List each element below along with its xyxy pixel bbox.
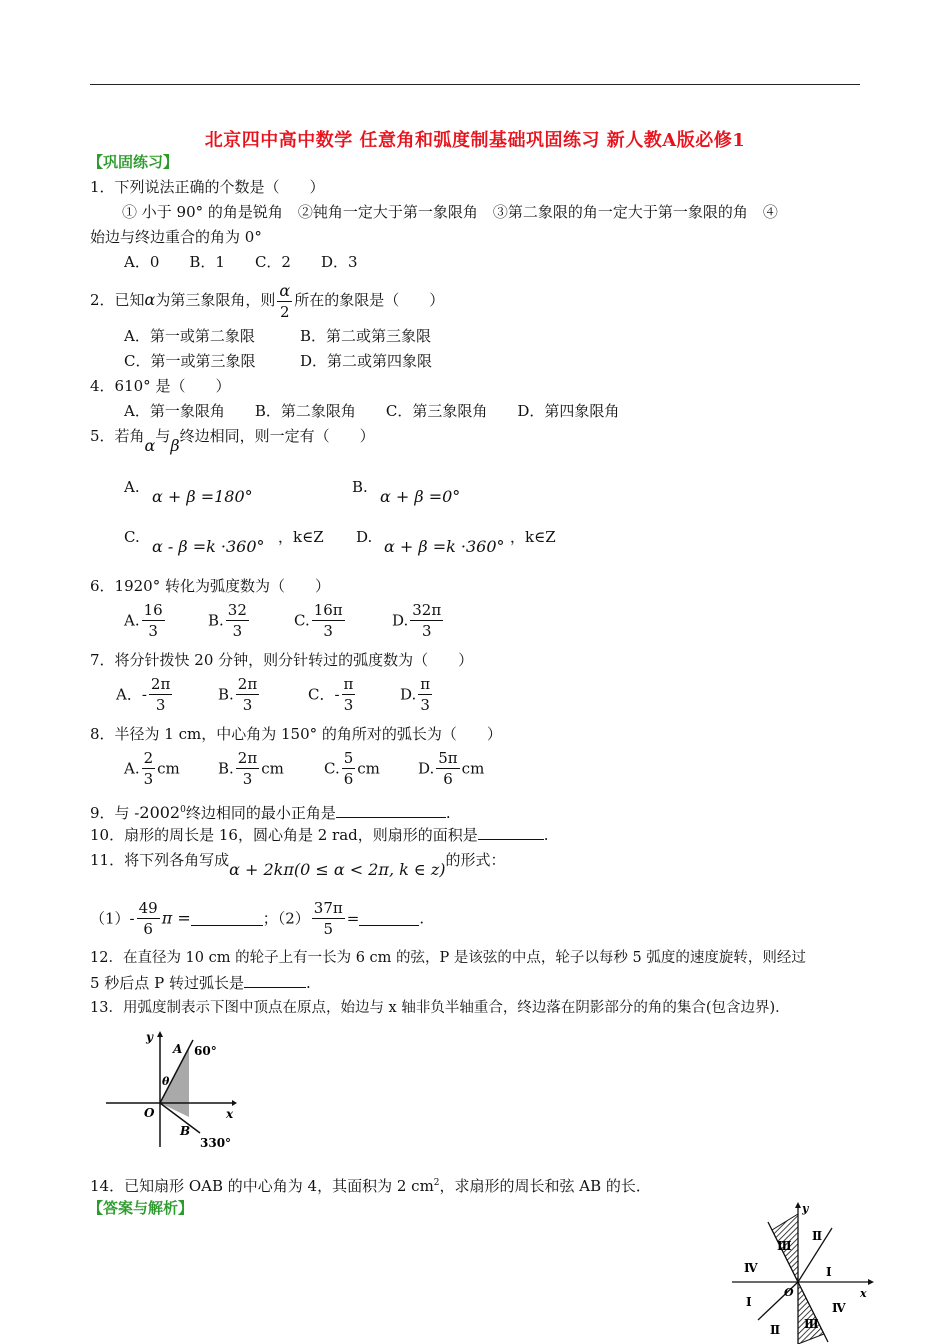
ans-y-axis-arrow [795,1202,801,1208]
q11-end: . [419,909,425,928]
q7-a-num: 2π [150,675,171,693]
ans-label-q1-right: Ⅰ [826,1265,832,1279]
q2-option-b: B．第二或第三象限 [300,327,432,345]
q6-stem: 6．1920° 转化为弧度数为（ ） [90,577,330,595]
q8-stem: 8．半径为 1 cm，中心角为 150° 的角所对的弧长为（ ） [90,725,502,743]
q7-stem: 7．将分针拨快 20 分钟，则分针转过的弧度数为（ ） [90,651,474,669]
q14 [90,1173,651,1196]
q11-p1-fraction [137,898,160,939]
q11-p1-tail: π = [161,908,191,928]
q10-answer-blank[interactable] [478,825,544,840]
q8-c-label: C. [324,759,340,778]
q8-a-label: A. [124,759,140,778]
q14-post: ，求扇形的周长和弦 AB 的长． [439,1177,651,1195]
q5-pre: 5．若角 [90,427,145,445]
q12-end: . [305,974,311,992]
q7-d-fraction [418,674,432,715]
q8-d-unit: cm [461,759,485,778]
q6-d-num: 32π [412,601,442,619]
fig13-b-label: B [180,1124,191,1138]
q5-b-label: B. [352,478,368,496]
q5-a-expr: α + β =180° [152,487,253,506]
q10 [90,825,549,845]
q4-stem: 4．610° 是（ ） [90,377,231,395]
q11-p2-fraction [312,898,345,939]
q10-end: . [543,826,549,844]
q8-option-d [418,748,484,789]
ans-y-label: y [802,1202,809,1215]
q11-parts [90,898,424,939]
q11-p2-num: 37π [313,899,343,917]
q11-p2-den: 5 [323,920,334,938]
q7-option-c [308,674,357,715]
q7-c-label: C．- [308,685,340,704]
q7-c-fraction [342,674,356,715]
q5-d-expr: α + β =k ·360° [384,537,505,556]
fig13-60-label: 60° [194,1044,217,1058]
q12-line2-text: 5 秒后点 P 转过弧长是 [90,974,244,992]
q8-d-num: 5π [438,749,458,767]
q8-d-label: D. [418,759,435,778]
q2-stem [90,280,444,322]
q8-option-c [324,748,380,789]
q6-option-b [208,600,251,641]
q11-p1-answer-blank[interactable] [191,911,263,926]
q7-d-num: π [420,675,431,693]
q6-c-fraction [312,600,345,641]
q8-a-fraction [142,748,156,789]
ans-label-q2-lower: Ⅱ [770,1323,781,1337]
q8-c-unit: cm [357,759,380,778]
section-answer: 【答案与解析】 [88,1199,194,1217]
q7-b-den: 3 [242,696,253,714]
q5-post: 终边相同，则一定有（ ） [179,427,375,445]
q11-p2-answer-blank[interactable] [359,911,419,926]
q6-option-a [124,600,167,641]
q6-d-label: D. [392,611,409,630]
q7-option-b [218,674,261,715]
x-axis-arrow [232,1100,237,1106]
q8-c-num: 5 [343,749,354,767]
q11-expr: α + 2kπ(0 ≤ α < 2π, k ∈ z) [229,860,446,879]
page-title: 北京四中高中数学 任意角和弧度制基础巩固练习 新人教A版必修1 [204,130,746,151]
q12-answer-blank[interactable] [244,973,306,988]
q8-b-den: 3 [242,770,253,788]
q6-a-fraction [142,600,165,641]
q7-d-label: D. [400,685,417,704]
q8-option-b [218,748,284,789]
q7-option-d [400,674,434,715]
q9-pre: 9．与 - [90,804,140,822]
q2-option-c: C．第一或第三象限 [124,352,256,370]
q5-mid: 与 [155,427,171,445]
q8-c-den: 6 [343,770,354,788]
q9 [90,800,451,823]
q7-b-label: B. [218,685,234,704]
q9-end: . [445,804,451,822]
q8-a-den: 3 [143,770,154,788]
q6-b-num: 32 [227,601,247,619]
q8-b-unit: cm [261,759,284,778]
q2-alpha: α [144,290,156,309]
q2-post: 所在的象限是（ ） [294,291,445,309]
section-practice: 【巩固练习】 [88,153,179,171]
q5-b-expr: α + β =0° [380,487,461,506]
q8-b-num: 2π [237,749,258,767]
q8-d-fraction [436,748,459,789]
q7-a-fraction [149,674,172,715]
fig13-a-label: A [173,1042,183,1056]
q6-c-label: C. [294,611,310,630]
q8-a-num: 2 [143,749,154,767]
q7-a-den: 3 [155,696,166,714]
q14-pre: 14．已知扇形 OAB 的中心角为 4，其面积为 2 cm [90,1177,434,1195]
q5-c-tail: ，k∈Z [278,528,324,546]
q6-a-num: 16 [143,601,163,619]
q1-line2: 始边与终边重合的角为 0° [90,228,262,246]
ans-label-q3-lower: Ⅲ [804,1317,819,1331]
q11-pre: 11．将下列各角写成 [90,851,230,869]
q5-a-label: A. [124,478,140,496]
q8-b-fraction [236,748,259,789]
ans-label-q3-upper: Ⅲ [777,1239,792,1253]
q6-d-den: 3 [421,622,432,640]
q11-p2-tail: = [346,909,360,928]
q12-line1: 12．在直径为 10 cm 的轮子上有一长为 6 cm 的弦，P 是该弦的中点，轮子以每秒 5 弧度的速度旋转，则经过 [90,950,806,966]
q13-figure [100,1025,240,1155]
q2-option-a: A．第一或第二象限 [124,327,255,345]
q2-fraction [277,281,292,322]
q14-sup: 2 [433,1178,440,1188]
q8-b-label: B. [218,759,234,778]
q9-num: 2002 [139,803,181,822]
q6-b-den: 3 [232,622,243,640]
q9-sup: 0 [180,805,186,815]
q1-line1: ① 小于 90° 的角是锐角 ②钝角一定大于第一象限角 ③第二象限的角一定大于第一象限的角 ④ [122,203,778,221]
q6-a-den: 3 [148,622,158,640]
q11-p1-den: 6 [143,920,153,938]
y-axis-arrow [157,1031,163,1037]
q2-frac-num: α [279,280,291,300]
q11-p1-num: 49 [138,899,158,917]
q9-post: 终边相同的最小正角是 [185,804,336,822]
q2-mid: 为第三象限角，则 [155,291,276,309]
q11-p1-label: （1）- [90,909,135,928]
ans-label-q4-right: Ⅳ [832,1301,846,1315]
ans-label-q1-left: Ⅰ [746,1295,752,1309]
q7-c-num: π [343,675,354,693]
fig13-origin-label: O [144,1106,155,1120]
q7-b-num: 2π [237,675,258,693]
q6-c-den: 3 [323,622,333,640]
q10-text: 10．扇形的周长是 16，圆心角是 2 rad，则扇形的面积是 [90,826,478,844]
q1-options: A．0 B．1 C．2 D．3 [124,253,358,271]
fig13-x-label: x [226,1107,234,1121]
q7-a-label: A．- [116,685,147,704]
q8-a-unit: cm [157,759,180,778]
q9-answer-blank[interactable] [336,803,446,818]
q8-d-den: 6 [443,770,453,788]
q5-d-tail: ，k∈Z [510,528,556,546]
answer-figure [728,1200,878,1344]
q5-beta: β [170,436,180,455]
q11-post: 的形式： [445,851,506,869]
q2-pre: 2．已知 [90,291,145,309]
q5-d-label: D. [356,528,373,546]
q6-d-fraction [410,600,443,641]
ans-label-q4-left: Ⅳ [744,1261,758,1275]
q11-stem [90,850,506,879]
ans-x-axis-arrow [868,1279,874,1285]
ans-origin-label: O [784,1286,794,1299]
fig13-y-label: y [146,1030,153,1044]
q2-option-d: D．第二或第四象限 [300,352,433,370]
lower-shaded-region [798,1282,824,1344]
ans-label-q2-upper: Ⅱ [812,1229,823,1243]
q7-d-den: 3 [420,696,430,714]
q7-option-a [116,674,174,715]
q6-a-label: A. [124,611,140,630]
ans-x-label: x [860,1287,867,1300]
q5-c-expr: α - β =k ·360° [152,537,265,556]
q6-b-fraction [226,600,249,641]
q7-c-den: 3 [343,696,354,714]
q12-line2 [90,973,311,993]
header-rule [90,84,860,85]
q1-stem: 1．下列说法正确的个数是（ ） [90,178,325,196]
q6-option-d [392,600,445,641]
q5-alpha: α [144,436,156,455]
q5-c-label: C. [124,528,140,546]
q13-text: 13．用弧度制表示下图中顶点在原点，始边与 x 轴非负半轴重合，终边落在阴影部分的角的集合(包含边界)． [90,1000,790,1016]
q6-c-num: 16π [313,601,343,619]
q8-c-fraction [342,748,356,789]
q5-stem [90,426,375,455]
fig13-330-label: 330° [200,1136,232,1150]
q11-sep: ；（2） [262,909,310,928]
q4-options: A．第一象限角 B．第二象限角 C．第三象限角 D．第四象限角 [124,402,620,420]
q2-frac-den: 2 [280,302,290,321]
q7-b-fraction [236,674,259,715]
q8-option-a [124,748,180,789]
q6-b-label: B. [208,611,224,630]
fig13-theta-label: θ [162,1075,170,1088]
q6-option-c [294,600,347,641]
